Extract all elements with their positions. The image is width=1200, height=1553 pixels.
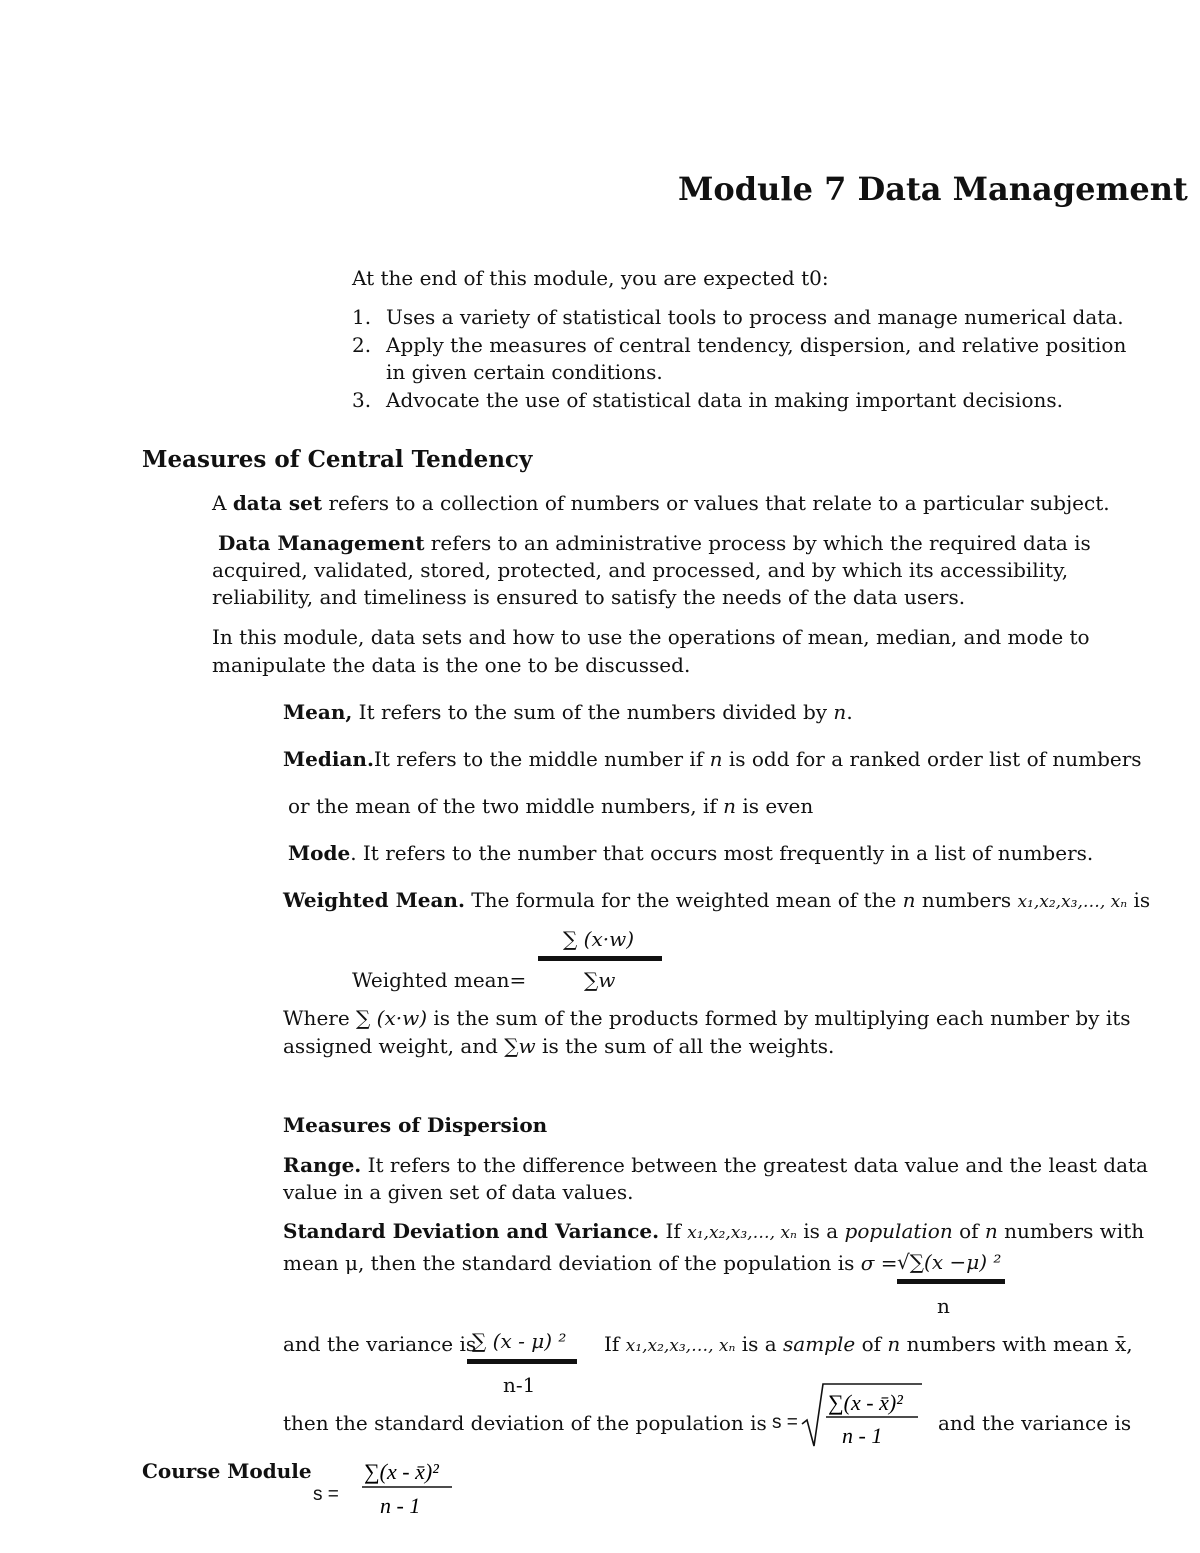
sample-sd-formula [800,1380,925,1452]
sample-definition: If x₁,x₂,x₃,…, xₙ is a sample of n numbers with mean x̄, [604,1332,1133,1356]
section-heading-dispersion: Measures of Dispersion [283,1113,548,1137]
sample-sd-numerator: ∑(x - x̄)² [828,1390,903,1415]
variance-numerator: ∑ (x - μ) ² [472,1329,567,1353]
fraction-bar [897,1279,1005,1284]
module-description-line1: In this module, data sets and how to use the operations of mean, median, and mode to [212,625,1090,649]
where-explanation-line1: Where ∑ (x·w) is the sum of the products formed by multiplying each number by its [283,1006,1131,1030]
section-heading-central-tendency: Measures of Central Tendency [142,446,533,473]
page-title: Module 7 Data Management [678,170,1188,208]
weighted-mean-definition: Weighted Mean. The formula for the weighted mean of the n numbers x₁,x₂,x₃,…, xₙ is [283,888,1151,912]
std-dev-definition: Standard Deviation and Variance. If x₁,x₂,x₃,…, xₙ is a population of n numbers with [283,1219,1145,1243]
population-sd-denominator: n [937,1294,950,1318]
list-text: Uses a variety of statistical tools to process and manage numerical data. [386,305,1124,329]
objectives-intro: At the end of this module, you are expected t0: [352,266,829,290]
data-management-line3: reliability, and timeliness is ensured to satisfy the needs of the data users. [212,585,966,609]
mean-definition: Mean, It refers to the sum of the numbers divided by n. [283,700,853,724]
fraction-bar [467,1359,577,1364]
footer-course-module: Course Module [142,1459,312,1483]
mode-definition: Mode. It refers to the number that occurs most frequently in a list of numbers. [288,841,1094,865]
sample-sd-denominator: n - 1 [842,1423,883,1448]
data-set-definition: A data set refers to a collection of numbers or values that relate to a particular subject. [212,491,1110,515]
list-number: 3. [352,388,372,412]
range-definition-cont: value in a given set of data values. [283,1180,634,1204]
std-dev-definition-cont: mean μ, then the standard deviation of the population is σ = [283,1251,898,1275]
median-definition-cont: or the mean of the two middle numbers, if n is even [288,794,814,818]
population-sd-numerator: √∑(x −μ) ² [897,1250,1002,1274]
data-management-line2: acquired, validated, stored, protected, and processed, and by which its accessibility, [212,558,1069,582]
objective-item-3 [352,386,1063,414]
list-text: in given certain conditions. [386,360,663,384]
list-text: Advocate the use of statistical data in making important decisions. [386,388,1063,412]
sample-variance-numerator: ∑(x - x̄)² [364,1459,439,1484]
weighted-mean-numerator: ∑ (x·w) [563,927,634,951]
fraction-bar [538,956,662,961]
s-equals-label-2: s = [313,1484,339,1505]
list-number: 2. [352,333,372,357]
objective-item-1 [352,303,1124,331]
objective-item-2 [352,331,1126,359]
data-management-definition: Data Management refers to an administrative process by which the required data is [218,531,1091,555]
variance-text: and the variance is [283,1332,477,1356]
variance-denominator: n-1 [503,1373,536,1397]
variance-is-text: and the variance is [938,1411,1132,1435]
sample-variance-formula [358,1455,458,1521]
where-explanation-line2: assigned weight, and ∑w is the sum of all the weights. [283,1034,835,1058]
s-equals-label: s = [772,1412,798,1433]
sample-sd-text: then the standard deviation of the population is [283,1411,767,1435]
objective-item-2-cont [352,358,663,386]
range-definition: Range. It refers to the difference between the greatest data value and the least data [283,1153,1148,1177]
list-text: Apply the measures of central tendency, dispersion, and relative position [386,333,1127,357]
module-description-line2: manipulate the data is the one to be discussed. [212,653,691,677]
median-definition: Median.It refers to the middle number if n is odd for a ranked order list of numbers [283,747,1142,771]
list-number: 1. [352,305,372,329]
weighted-mean-denominator: ∑w [584,968,616,992]
weighted-mean-label: Weighted mean= [352,968,527,992]
sample-variance-denominator: n - 1 [380,1493,421,1518]
